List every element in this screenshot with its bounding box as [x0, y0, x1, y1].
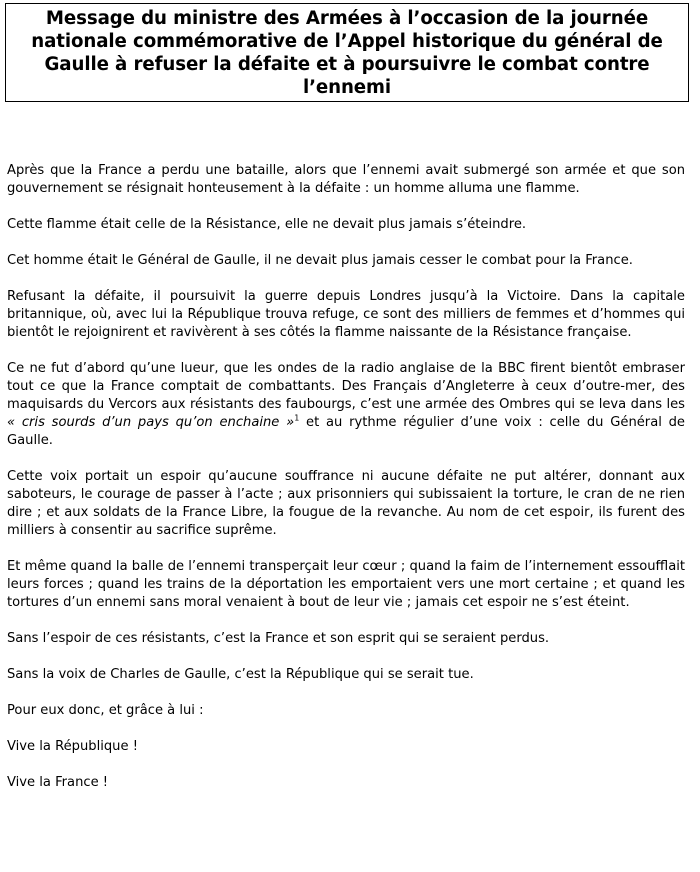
paragraph-6: Cette voix portait un espoir qu’aucune souffrance ni aucune défaite ne put altérer, donnant aux saboteurs, le courage de passer à l’acte ; aux prisonniers qui subissaient la torture, le cran de ne rien dire ; et aux soldats de la France Libre, la fougue de la revanche. Au nom de cet espoir, ils furent des milliers à consentir au sacrifice suprême.: [7, 469, 685, 538]
paragraph-12: Vive la France !: [7, 775, 109, 790]
paragraph-7: Et même quand la balle de l’ennemi transperçait leur cœur ; quand la faim de l’internement essoufflait leurs forces ; quand les trains de la déportation les emportaient vers une mort certaine ; et quand les tortures d’un ennemi sans moral venaient à bout de leur vie ; jamais cet espoir ne s’est éteint.: [7, 559, 685, 610]
paragraph-5-text-after: et au rythme régulier d’une voix : celle du Général de Gaulle.: [7, 415, 685, 448]
title-box: [5, 3, 689, 102]
paragraph-5-text-before: Ce ne fut d’abord qu’une lueur, que les ondes de la radio anglaise de la BBC firent bientôt embraser tout ce que la France comptait de combattants. Des Français d’Angleterre à ceux d’outre-mer, des maquisards du Vercors aux résistants des faubourgs, c’est une armée des Ombres qui se leva dans les: [7, 361, 685, 412]
paragraph-10: Pour eux donc, et grâce à lui :: [7, 703, 204, 718]
document-body: [7, 162, 685, 792]
paragraph-5: [7, 360, 685, 450]
footnote-marker: 1: [294, 413, 300, 423]
paragraph-4: Refusant la défaite, il poursuivit la guerre depuis Londres jusqu’à la Victoire. Dans la capitale britannique, où, avec lui la République trouva refuge, ce sont des milliers de femmes et d’hommes qui bientôt le rejoignirent et ravivèrent à ses côtés la flamme naissante de la Résistance française.: [7, 289, 685, 340]
paragraph-11: Vive la République !: [7, 739, 138, 754]
paragraph-3: Cet homme était le Général de Gaulle, il ne devait plus jamais cesser le combat pour la France.: [7, 253, 633, 268]
paragraph-1: Après que la France a perdu une bataille, alors que l’ennemi avait submergé son armée et que son gouvernement se résignait honteusement à la défaite : un homme alluma une flamme.: [7, 163, 685, 196]
paragraph-9: Sans la voix de Charles de Gaulle, c’est la République qui se serait tue.: [7, 667, 474, 682]
document-title: Message du ministre des Armées à l’occasion de la journée nationale commémorative de l’Appel historique du général de Gaulle à refuser la défaite et à poursuivre le combat contre l’ennemi: [31, 7, 663, 98]
paragraph-8: Sans l’espoir de ces résistants, c’est la France et son esprit qui se seraient perdus.: [7, 631, 550, 646]
quote-cris-sourds: « cris sourds d’un pays qu’on enchaine »: [7, 415, 295, 430]
paragraph-2: Cette flamme était celle de la Résistance, elle ne devait plus jamais s’éteindre.: [7, 217, 527, 232]
